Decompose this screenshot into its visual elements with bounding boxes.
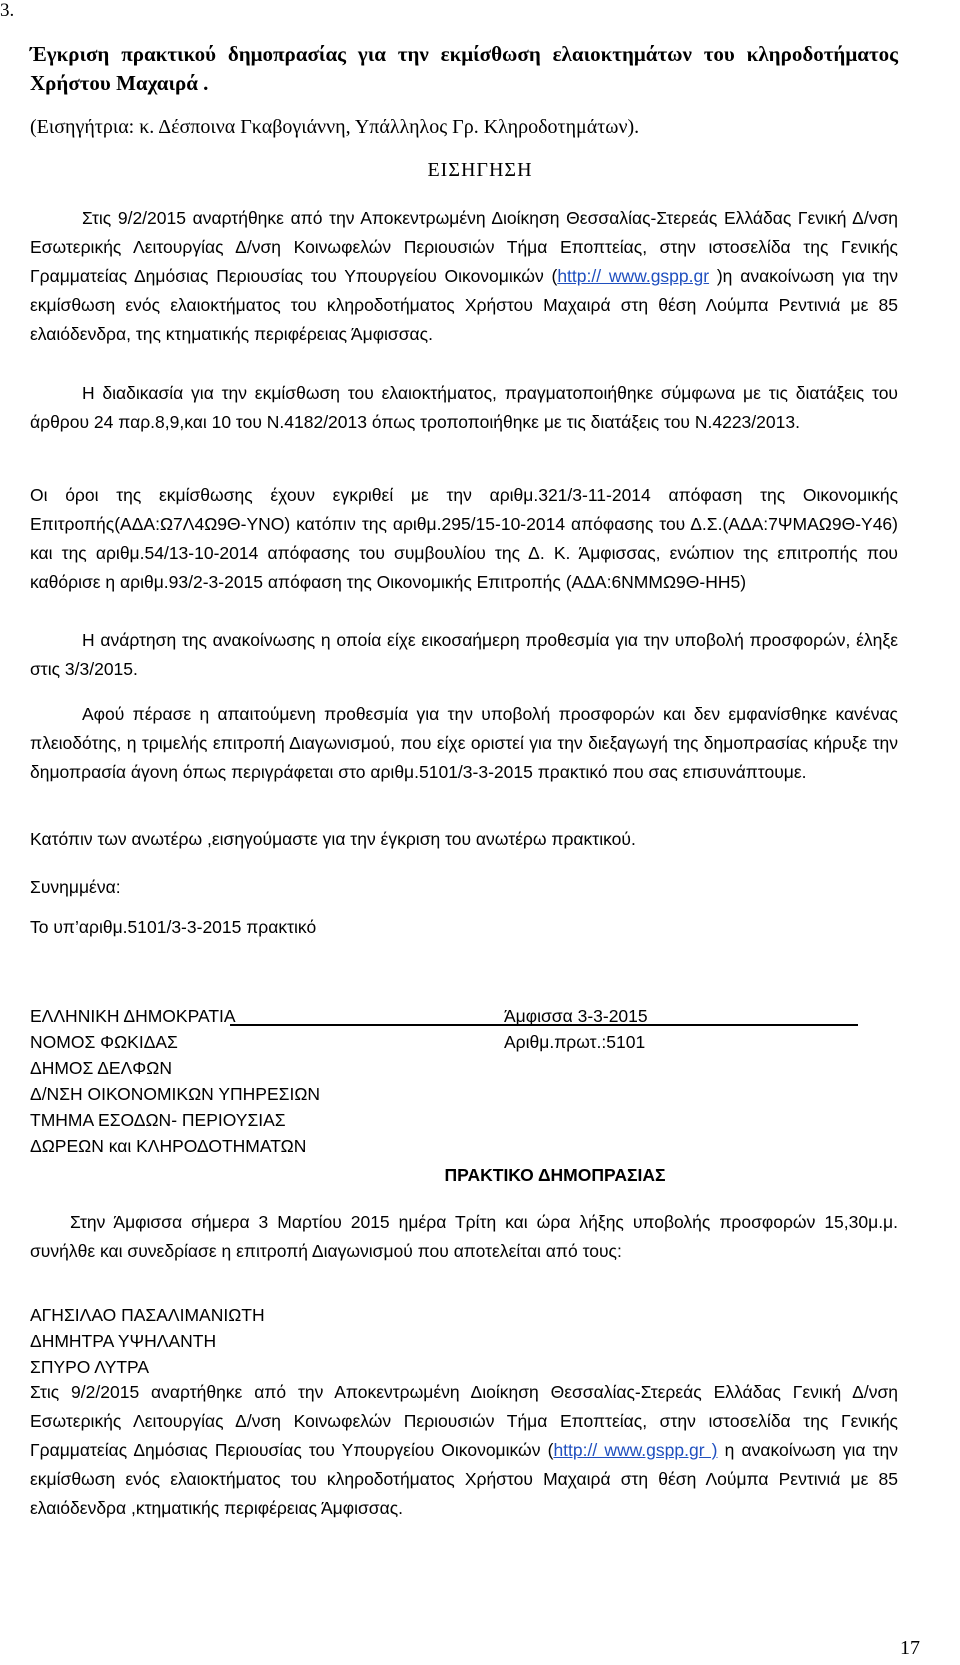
gspp-link[interactable]: http:// www.gspp.gr	[557, 266, 710, 286]
letterhead-line: Δ/ΝΣΗ ΟΙΚΟΝΟΜΙΚΩΝ ΥΠΗΡΕΣΙΩΝ	[30, 1084, 321, 1104]
minutes-announcement	[30, 1378, 898, 1523]
letterhead-line: ΤΜΗΜΑ ΕΣΟΔΩΝ- ΠΕΡΙΟΥΣΙΑΣ	[30, 1110, 286, 1130]
paragraph-procedure: Η διαδικασία για την εκμίσθωση του ελαιοκτήματος, πραγματοποιήθηκε σύμφωνα με τις διατάξεις του άρθρου 24 παρ.8,9,και 10 του Ν.4182/2013 όπως τροποποιήθηκε με τις διατάξεις του Ν.4223/2013.	[30, 383, 898, 432]
paragraph-text: )η ανακοίνωση για την εκμίσθωση ενός ελαιοκτήματος του κληροδοτήματος Χρήστου Μαχαιρά στη θέση Λούμπα Ρεντινιά με 85 ελαιόδενδρα, της κτηματικής περιφέρειας Άμφισσας.	[30, 266, 899, 344]
gspp-link[interactable]: http:// www.gspp.gr )	[553, 1440, 718, 1460]
paragraph-conclusion: Κατόπιν των ανωτέρω ,εισηγούμαστε για την έγκριση του ανωτέρω πρακτικού.	[30, 829, 636, 849]
member-name: ΑΓΗΣΙΛΑΟ ΠΑΣΑΛΙΜΑΝΙΩΤΗ	[30, 1305, 265, 1325]
letterhead-line: ΕΛΛΗΝΙΚΗ ΔΗΜΟΚΡΑΤΙΑ	[30, 1006, 236, 1026]
paragraph-announcement	[30, 204, 898, 349]
page-number: 17	[900, 1637, 920, 1659]
paragraph-text: Στις 9/2/2015 αναρτήθηκε από την Αποκεντρωμένη Διοίκηση Θεσσαλίας-Στερεάς Ελλάδας Γενική Δ/νση Εσωτερικής Λειτουργίας Δ/νση Κοινωφελών Περιουσιών Τήμα Εποπτείας, στην ιστοσελίδα της Γενικής Γραμματείας Δημόσιας Περιουσίας του Υπουργείου Οικονομικών (	[30, 208, 898, 286]
letterhead-right	[504, 1003, 648, 1055]
attachments-label: Συνημμένα:	[30, 877, 121, 897]
committee-members	[30, 1302, 265, 1380]
item-number: 3.	[0, 0, 15, 21]
letterhead-line: ΔΗΜΟΣ ΔΕΛΦΩΝ	[30, 1058, 172, 1078]
paragraph-text: Στις 9/2/2015 αναρτήθηκε από την Αποκεντρωμένη Διοίκηση Θεσσαλίας-Στερεάς Ελλάδας Γενική Δ/νση Εσωτερικής Λειτουργίας Δ/νση Κοινωφελών Περιουσιών Τήμα Εποπτείας, στην ιστοσελίδα της Γενικής Γραμματείας Δημόσιας Περιουσίας του Υπουργείου Οικονομικών (	[30, 1382, 898, 1460]
place-date: Άμφισσα 3-3-2015	[504, 1006, 648, 1026]
letterhead-line: ΔΩΡΕΩΝ και ΚΛΗΡΟΔΟΤΗΜΑΤΩΝ	[30, 1136, 307, 1156]
paragraph-text: η ανακοίνωση για την εκμίσθωση ενός ελαιοκτήματος του κληροδοτήματος Χρήστου Μαχαιρά στη θέση Λούμπα Ρεντινιά με 85 ελαιόδενδρα ,κτηματικής περιφέρειας Άμφισσας.	[30, 1440, 899, 1518]
letterhead-line: ΝΟΜΟΣ ΦΩΚΙΔΑΣ	[30, 1032, 178, 1052]
paragraph-outcome: Αφού πέρασε η απαιτούμενη προθεσμία για την υποβολή προσφορών και δεν εμφανίσθηκε κανένας πλειοδότης, η τριμελής επιτροπή Διαγωνισμού, που είχε οριστεί για την διεξαγωγή της δημοπρασίας κήρυξε την δημοπρασία άγονη όπως περιγράφεται στο αριθμ.5101/3-3-2015 πρακτικό που σας επισυνάπτουμε.	[30, 704, 898, 782]
proposal-heading: ΕΙΣΗΓΗΣΗ	[427, 159, 533, 181]
attachment-item: Το υπ’αριθμ.5101/3-3-2015 πρακτικό	[30, 917, 317, 937]
item-title: Έγκριση πρακτικού δημοπρασίας για την εκμίσθωση ελαιοκτημάτων του κληροδοτήματος Χρήστου Μαχαιρά .	[30, 42, 898, 95]
member-name: ΣΠΥΡΟ ΛΥΤΡΑ	[30, 1357, 150, 1377]
letterhead-left	[30, 1003, 320, 1159]
rapporteur-line: (Εισηγήτρια: κ. Δέσποινα Γκαβογιάννη, Υπάλληλος Γρ. Κληροδοτημάτων).	[30, 116, 640, 138]
protocol-number: Αριθμ.πρωτ.:5101	[504, 1032, 646, 1052]
minutes-paragraph: Στην Άμφισσα σήμερα 3 Μαρτίου 2015 ημέρα Τρίτη και ώρα λήξης υποβολής προσφορών 15,30μ.μ. συνήλθε και συνεδρίασε η επιτροπή Διαγωνισμού που αποτελείται από τους:	[30, 1212, 898, 1261]
member-name: ΔΗΜΗΤΡΑ ΥΨΗΛΑΝΤΗ	[30, 1331, 217, 1351]
minutes-title: ΠΡΑΚΤΙΚΟ ΔΗΜΟΠΡΑΣΙΑΣ	[444, 1165, 666, 1185]
paragraph-terms: Οι όροι της εκμίσθωσης έχουν εγκριθεί με την αριθμ.321/3-11-2014 απόφαση της Οικονομικής Επιτροπής(ΑΔΑ:Ω7Λ4Ω9Θ-ΥΝΟ) κατόπιν της αριθμ.295/15-10-2014 απόφασης του Δ.Σ.(ΑΔΑ:7ΨΜΑΩ9Θ-Υ46) και της αριθμ.54/13-10-2014 απόφασης του συμβουλίου της Δ. Κ. Άμφισσας, ενώπιον της επιτροπής που καθόρισε η αριθμ.93/2-3-2015 απόφαση της Οικονομικής Επιτροπής (ΑΔΑ:6ΝΜΜΩ9Θ-ΗΗ5)	[30, 485, 898, 592]
paragraph-posting: Η ανάρτηση της ανακοίνωσης η οποία είχε εικοσαήμερη προθεσμία για την υποβολή προσφορών, έληξε στις 3/3/2015.	[30, 630, 898, 679]
